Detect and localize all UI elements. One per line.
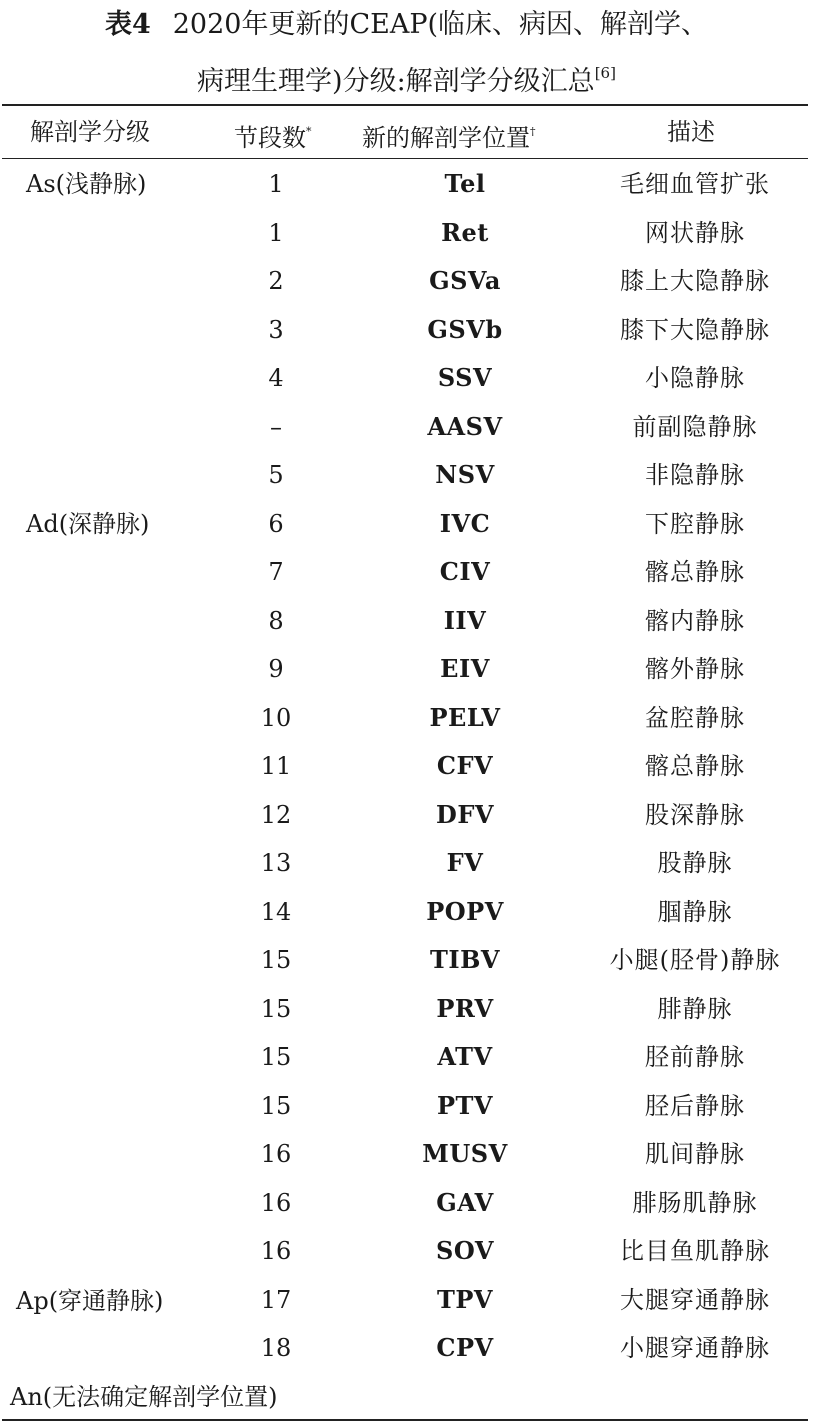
table-row xyxy=(0,1041,813,1073)
table-row xyxy=(0,217,813,249)
header-segment-note: * xyxy=(306,125,312,138)
location-cell: CFV xyxy=(436,751,494,780)
segment-cell: 3 xyxy=(268,316,284,344)
table-row xyxy=(0,1187,813,1219)
location-cell: DFV xyxy=(436,800,494,829)
table-row xyxy=(0,265,813,297)
segment-cell: 15 xyxy=(260,1043,292,1071)
description-cell: 髂总静脉 xyxy=(645,752,745,780)
location-cell: NSV xyxy=(435,460,495,489)
table-row xyxy=(0,993,813,1025)
location-cell: ATV xyxy=(437,1042,493,1071)
group-deep: Ad(深静脉) xyxy=(26,510,150,538)
description-cell: 盆腔静脉 xyxy=(645,704,745,732)
table-row xyxy=(0,896,813,928)
segment-cell: 2 xyxy=(268,267,284,295)
segment-cell: 1 xyxy=(268,170,284,198)
table-row xyxy=(0,605,813,637)
location-cell: CIV xyxy=(439,557,491,586)
location-cell: SOV xyxy=(436,1236,494,1265)
header-segment xyxy=(234,116,312,154)
description-cell: 腘静脉 xyxy=(657,898,733,926)
segment-cell: 16 xyxy=(260,1140,292,1168)
header-group: 解剖学分级 xyxy=(30,118,150,146)
table-row xyxy=(0,750,813,782)
description-cell: 膝上大隐静脉 xyxy=(620,267,770,295)
location-cell: CPV xyxy=(436,1333,494,1362)
segment-cell: 15 xyxy=(260,995,292,1023)
description-cell: 髂总静脉 xyxy=(645,558,745,586)
header-location-label: 新的解剖学位置 xyxy=(362,124,530,152)
location-cell: MUSV xyxy=(422,1139,508,1168)
table-number: 表4 xyxy=(104,9,151,40)
group-superficial: As(浅静脉) xyxy=(26,170,147,198)
description-cell: 腓肠肌静脉 xyxy=(632,1189,758,1217)
segment-cell: 15 xyxy=(260,1092,292,1120)
description-cell: 非隐静脉 xyxy=(645,461,745,489)
segment-cell: 6 xyxy=(268,510,284,538)
table-row xyxy=(0,168,813,200)
table-row xyxy=(0,459,813,491)
segment-cell: 4 xyxy=(268,364,284,392)
description-cell: 网状静脉 xyxy=(645,219,745,247)
location-cell: GSVa xyxy=(429,266,501,295)
table-row xyxy=(0,508,813,540)
description-cell: 下腔静脉 xyxy=(645,510,745,538)
table-row xyxy=(0,1284,813,1316)
table-row xyxy=(0,411,813,443)
location-cell: Tel xyxy=(444,169,486,198)
caption-line-2: 病理生理学)分级:解剖学分级汇总 xyxy=(197,66,595,97)
segment-cell: 16 xyxy=(260,1237,292,1265)
location-cell: PRV xyxy=(436,994,494,1023)
segment-cell: 9 xyxy=(268,655,284,683)
table-caption-cont xyxy=(0,56,813,99)
location-cell: IVC xyxy=(439,509,491,538)
description-cell: 股静脉 xyxy=(657,849,733,877)
location-cell: PTV xyxy=(436,1091,494,1120)
table-row xyxy=(0,1090,813,1122)
location-cell: IIV xyxy=(443,606,487,635)
location-cell: GAV xyxy=(436,1188,494,1217)
reference-link[interactable]: [6] xyxy=(594,64,616,82)
table-row xyxy=(0,1138,813,1170)
description-cell: 膝下大隐静脉 xyxy=(620,316,770,344)
table-row xyxy=(0,314,813,346)
description-cell: 小腿穿通静脉 xyxy=(620,1334,770,1362)
segment-cell: 14 xyxy=(260,898,292,926)
segment-cell: 18 xyxy=(260,1334,292,1362)
location-cell: PELV xyxy=(429,703,501,732)
description-cell: 胫前静脉 xyxy=(645,1043,745,1071)
table-row xyxy=(0,556,813,588)
location-cell: TPV xyxy=(436,1285,494,1314)
location-cell: SSV xyxy=(437,363,493,392)
segment-cell: 7 xyxy=(268,558,284,586)
location-cell: POPV xyxy=(426,897,504,926)
description-cell: 胫后静脉 xyxy=(645,1092,745,1120)
description-cell: 比目鱼肌静脉 xyxy=(620,1237,770,1265)
segment-cell: 15 xyxy=(260,946,292,974)
description-cell: 髂外静脉 xyxy=(645,655,745,683)
segment-cell: 10 xyxy=(260,704,292,732)
table-row xyxy=(0,702,813,734)
description-cell: 大腿穿通静脉 xyxy=(620,1286,770,1314)
description-cell: 腓静脉 xyxy=(657,995,733,1023)
location-cell: GSVb xyxy=(427,315,503,344)
description-cell: 肌间静脉 xyxy=(645,1140,745,1168)
description-cell: 股深静脉 xyxy=(645,801,745,829)
description-cell: 毛细血管扩张 xyxy=(620,170,770,198)
table-top-rule xyxy=(2,104,808,106)
table-row xyxy=(0,1332,813,1364)
description-cell: 小隐静脉 xyxy=(645,364,745,392)
segment-cell: 11 xyxy=(260,752,292,780)
location-cell: TIBV xyxy=(430,945,500,974)
caption-line-1: 2020年更新的CEAP(临床、病因、解剖学、 xyxy=(172,9,709,40)
header-segment-label: 节段数 xyxy=(234,124,306,152)
table-row xyxy=(0,1235,813,1267)
table-row xyxy=(0,362,813,394)
table-caption xyxy=(0,8,813,42)
table-row xyxy=(0,847,813,879)
segment-cell: 1 xyxy=(268,219,284,247)
header-location-note: † xyxy=(530,125,536,138)
description-cell: 小腿(胫骨)静脉 xyxy=(609,946,781,974)
location-cell: Ret xyxy=(441,218,489,247)
table-bottom-rule xyxy=(2,1419,808,1421)
segment-cell: 12 xyxy=(260,801,292,829)
table-row xyxy=(0,799,813,831)
location-cell: FV xyxy=(446,848,484,877)
table-row xyxy=(0,944,813,976)
header-location xyxy=(362,116,536,154)
group-perforator: Ap(穿通静脉) xyxy=(16,1287,164,1315)
group-undetermined: An(无法确定解剖学位置) xyxy=(10,1383,278,1411)
segment-cell: 16 xyxy=(260,1189,292,1217)
table-row xyxy=(0,653,813,685)
location-cell: EIV xyxy=(440,654,490,683)
segment-cell: – xyxy=(270,413,282,441)
location-cell: AASV xyxy=(427,412,503,441)
description-cell: 前副隐静脉 xyxy=(632,413,758,441)
header-rule xyxy=(2,158,808,159)
segment-cell: 17 xyxy=(260,1286,292,1314)
segment-cell: 13 xyxy=(260,849,292,877)
segment-cell: 5 xyxy=(268,461,284,489)
segment-cell: 8 xyxy=(268,607,284,635)
header-description: 描述 xyxy=(667,118,715,146)
description-cell: 髂内静脉 xyxy=(645,607,745,635)
